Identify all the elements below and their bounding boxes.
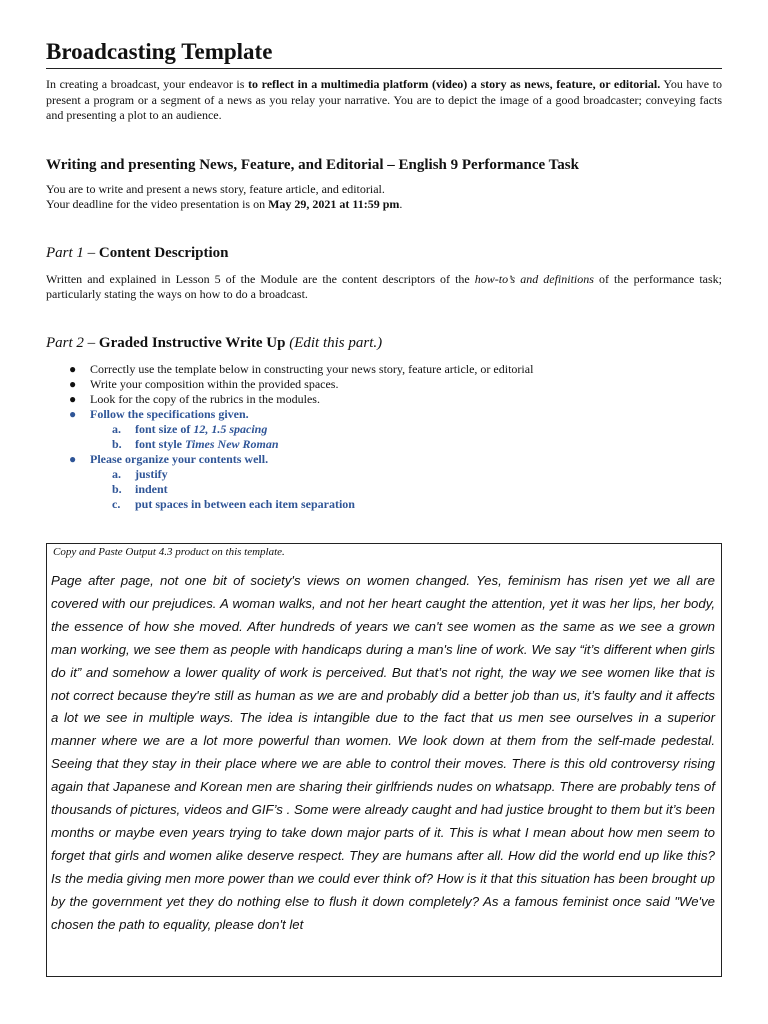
instruction-list-2: [46, 452, 722, 467]
intro-text: In creating a broadcast, your endeavor is: [46, 77, 249, 91]
part1-title: Content Description: [98, 245, 229, 261]
deadline-text: Your deadline for the video presentation is on: [46, 197, 269, 211]
list-item: [46, 377, 722, 392]
part2-note: (Edit this part.): [285, 335, 383, 351]
sublist-item: [46, 482, 722, 497]
sublist-marker: c.: [112, 497, 121, 511]
list-item: [46, 452, 722, 467]
deadline-period: .: [399, 197, 403, 211]
intro-paragraph: [46, 77, 722, 124]
sublist-item: [46, 467, 722, 482]
sublist-item: [46, 422, 722, 437]
sublist-text: put spaces in between each item separation: [135, 497, 355, 511]
bullet-icon: ●: [69, 362, 77, 376]
document-title: Broadcasting Template: [46, 37, 722, 69]
sublist-marker: a.: [112, 422, 121, 436]
deadline-line: [46, 197, 722, 212]
part2-title: Graded Instructive Write Up: [98, 335, 286, 351]
list-item-text: Please organize your contents well.: [90, 452, 269, 466]
sublist-text: justify: [135, 467, 168, 481]
list-item: [46, 392, 722, 407]
essay-box: [46, 543, 722, 977]
sublist-text: font style: [135, 437, 185, 451]
instruction-list: [46, 362, 722, 422]
task-paragraph: [46, 182, 722, 212]
part2-dash: –: [83, 335, 99, 351]
bullet-icon: ●: [69, 377, 77, 391]
part1-body-text: Written and explained in Lesson 5 of the Module are the content descriptors of the: [46, 272, 475, 286]
sublist-marker: b.: [112, 482, 122, 496]
spec-sublist: [46, 422, 722, 452]
list-item: [46, 362, 722, 377]
list-item-text: Look for the copy of the rubrics in the modules.: [90, 392, 320, 406]
part1-heading: [46, 243, 229, 263]
sublist-text: font size of: [135, 422, 194, 436]
essay-text: Page after page, not one bit of society's views on women changed. Yes, feminism has risen yet we all are covered with our prejudices. A woman walks, and not her heart caught the attention, yet it was her lips, her body, the essence of how she moved. After hundreds of years we can't see women as the same as we see a grown man working, we see them as people with handicaps during a man's line of work. We say “it’s different when girls do it” and somehow a lower quality of work is perceived. But that’s not right, the way we see women like that is not correct because they're still as human as we are and probably did a better job than us, it’s faulty and it affects a lot we see in multiple ways. The idea is intangible due to the fact that us men see ourselves in a superior manner where we are a lot more powerful than women. We look down at them from the self-made pedestal. Seeing that they stay in their place where we are able to control their moves. There is this old controversy rising again that Japanese and Korean men are sharing their girlfriends nudes on whatsapp. There are probably tens of thousands of pictures, videos and GIF’s . Some were already caught and had justice brought to them but it’s been months or maybe even years trying to take down major parts of it. This is what I mean about how men seem to forget that girls and women alike deserve respect. They are humans after all. How did the world end up like this? Is the media giving men more power than we could ever think of? How is it that this situation has been brought up by the government yet they do nothing else to flush it down completely? As a famous feminist once said "We've chosen the path to equality, please don't let: [51, 573, 715, 932]
part1-label: Part 1: [46, 245, 84, 261]
section-heading: Writing and presenting News, Feature, and Editorial – English 9 Performance Task: [46, 157, 579, 173]
organize-sublist: [46, 467, 722, 512]
list-item-text: Correctly use the template below in constructing your news story, feature article, or editorial: [90, 362, 534, 376]
sublist-marker: b.: [112, 437, 122, 451]
list-item-text: Write your composition within the provided spaces.: [90, 377, 339, 391]
part2-heading: [46, 333, 382, 353]
list-item-text: Follow the specifications given.: [90, 407, 249, 421]
part2-label: Part 2: [46, 335, 84, 351]
sublist-em: Times New Roman: [185, 437, 279, 451]
sublist-item: [46, 437, 722, 452]
bullet-icon: ●: [69, 392, 77, 406]
part1-body-em: how-to’s and definitions: [474, 272, 594, 286]
bullet-icon: ●: [69, 407, 77, 421]
box-caption: Copy and Paste Output 4.3 product on this template.: [53, 546, 285, 558]
sublist-marker: a.: [112, 467, 121, 481]
task-line: You are to write and present a news story, feature article, and editorial.: [46, 182, 385, 196]
sublist-text: indent: [135, 482, 168, 496]
intro-bold-text: to reflect in a multimedia platform (video) a story as news, feature, or editorial.: [248, 77, 661, 91]
part1-body: [46, 272, 722, 302]
part1-body-text-rest: of the performance task; particularly stating the ways on how to do a broadcast.: [46, 272, 722, 301]
part1-dash: –: [83, 245, 99, 261]
deadline-date: May 29, 2021 at 11:59 pm: [268, 197, 400, 211]
sublist-em: 12, 1.5 spacing: [193, 422, 268, 436]
bullet-icon: ●: [69, 452, 77, 466]
intro-text-rest: You have to present a program or a segment of a news as you relay your narrative. You are to depict the image of a good broadcaster; conveying facts and presenting a plot to an audience.: [46, 77, 722, 122]
list-item: [46, 407, 722, 422]
sublist-item: [46, 497, 722, 512]
